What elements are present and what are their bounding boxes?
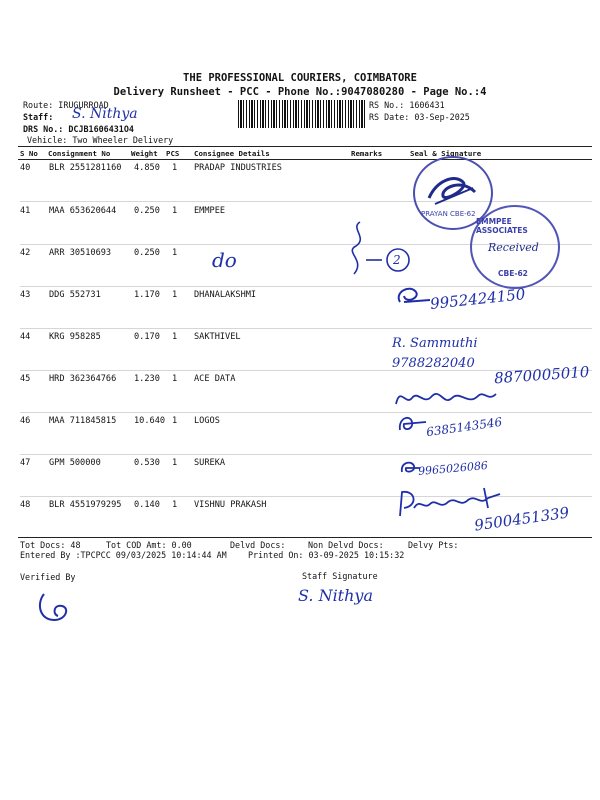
row-weight: 4.850 [134, 163, 160, 173]
row-weight: 10.640 [134, 416, 166, 426]
row-pcs: 1 [172, 290, 178, 300]
handwriting-row-48: 9500451339 [473, 503, 571, 535]
delvd-docs: Delvd Docs: [230, 540, 286, 550]
row-weight: 0.140 [134, 500, 160, 510]
row-consignment: HRD 362364766 [49, 374, 117, 384]
signature-row-47-icon [398, 458, 422, 478]
row-sno: 42 [20, 248, 31, 258]
signature-row-48-icon [396, 486, 526, 522]
col-consignee: Consignee Details [194, 149, 270, 158]
handwriting-row-45: 8870005010 [493, 362, 590, 388]
tot-cod: Tot COD Amt: 0.00 [106, 540, 192, 550]
table-row [20, 159, 592, 202]
emmpee-stamp-bottom: CBE-62 [498, 269, 528, 278]
row-pcs: 1 [172, 332, 178, 342]
row-pcs: 1 [172, 500, 178, 510]
col-remarks: Remarks [351, 149, 383, 158]
row-sno: 40 [20, 163, 31, 173]
handwriting-row-43: 9952424150 [429, 285, 527, 313]
table-row [20, 412, 592, 455]
signature-row-46-icon [396, 410, 432, 438]
col-seal: Seal & Signature [410, 149, 482, 158]
row-consignment: DDG 552731 [49, 290, 101, 300]
vehicle-label: Vehicle: Two Wheeler Delivery [27, 135, 174, 145]
row-consignment: BLR 2551281160 [49, 163, 122, 173]
row-sno: 47 [20, 458, 31, 468]
handwriting-row-46: 6385143546 [425, 414, 503, 440]
row-weight: 1.170 [134, 290, 160, 300]
col-sno: S No [20, 149, 38, 158]
footer-divider [18, 537, 592, 538]
row-sno: 44 [20, 332, 31, 342]
row-pcs: 1 [172, 248, 178, 258]
col-pcs: PCS [166, 149, 180, 158]
row-weight: 0.250 [134, 248, 160, 258]
row-pcs: 1 [172, 416, 178, 426]
non-delvd-docs: Non Delvd Docs: [308, 540, 384, 550]
runsheet-title: Delivery Runsheet - PCC - Phone No.:9047080280 - Page No.:4 [113, 86, 487, 98]
barcode [238, 100, 366, 128]
emmpee-stamp-top: EMMPEE ASSOCIATES [476, 217, 528, 235]
staff-signature: S. Nithya [298, 586, 373, 605]
row-consignee: VISHNU PRAKASH [194, 500, 267, 510]
col-consignment: Consignment No [48, 149, 111, 158]
row-sno: 43 [20, 290, 31, 300]
staff-label: Staff: [23, 112, 54, 122]
row-sno: 41 [20, 206, 31, 216]
signature-row-43-icon [394, 284, 434, 308]
row-consignee: SUREKA [194, 458, 226, 468]
row-weight: 1.230 [134, 374, 160, 384]
company-title: THE PROFESSIONAL COURIERS, COIMBATORE [183, 72, 417, 84]
handwriting-row-47: 9965026086 [417, 458, 489, 479]
row-pcs: 1 [172, 374, 178, 384]
row-consignee: SAKTHIVEL [194, 332, 241, 342]
entered-by: Entered By :TPCPCC 09/03/2025 10:14:44 AM [20, 550, 227, 560]
row-pcs: 1 [172, 206, 178, 216]
row-weight: 0.250 [134, 206, 160, 216]
row-consignment: KRG 958285 [49, 332, 101, 342]
row-consignment: MAA 711845815 [49, 416, 117, 426]
row-consignee: EMMPEE [194, 206, 226, 216]
delvy-pts: Delvy Pts: [408, 540, 459, 550]
rs-number: RS No.: 1606431 [369, 100, 445, 110]
remarks-bracket-icon [340, 216, 420, 280]
prayan-stamp-text: PRAYAN CBE-62 [421, 210, 476, 218]
row-weight: 0.170 [134, 332, 160, 342]
handwriting-row-42: do [212, 248, 237, 272]
row-consignment: MAA 653620644 [49, 206, 117, 216]
row-consignment: ARR 30510693 [49, 248, 112, 258]
printed-on: Printed On: 03-09-2025 10:15:32 [248, 550, 405, 560]
tot-docs: Tot Docs: 48 [20, 540, 81, 550]
staff-signature-label: Staff Signature [302, 571, 378, 581]
row-sno: 45 [20, 374, 31, 384]
row-consignee: DHANALAKSHMI [194, 290, 257, 300]
row-consignment: GPM 500000 [49, 458, 101, 468]
route-label: Route: IRUGURROAD [23, 100, 109, 110]
staff-handwritten-name: S. Nithya [72, 106, 138, 122]
verified-by-label: Verified By [20, 572, 76, 582]
emmpee-stamp-received: Received [488, 241, 539, 254]
row-sno: 48 [20, 500, 31, 510]
row-pcs: 1 [172, 163, 178, 173]
drs-number: DRS No.: DCJB1606431O4 [23, 124, 134, 134]
rs-date: RS Date: 03-Sep-2025 [369, 112, 470, 122]
row-consignee: PRADAP INDUSTRIES [194, 163, 282, 173]
handwriting-row-44: R. Sammuthi 9788282040 [392, 336, 478, 371]
row-consignee: LOGOS [194, 416, 220, 426]
row-consignment: BLR 4551979295 [49, 500, 122, 510]
col-weight: Weight [131, 149, 158, 158]
row-sno: 46 [20, 416, 31, 426]
row-weight: 0.530 [134, 458, 160, 468]
verified-signature-icon [36, 586, 76, 626]
row-pcs: 1 [172, 458, 178, 468]
row-consignee: ACE DATA [194, 374, 236, 384]
remarks-mark: 2 [393, 253, 401, 267]
emmpee-stamp [470, 205, 560, 289]
table-header [18, 146, 592, 160]
